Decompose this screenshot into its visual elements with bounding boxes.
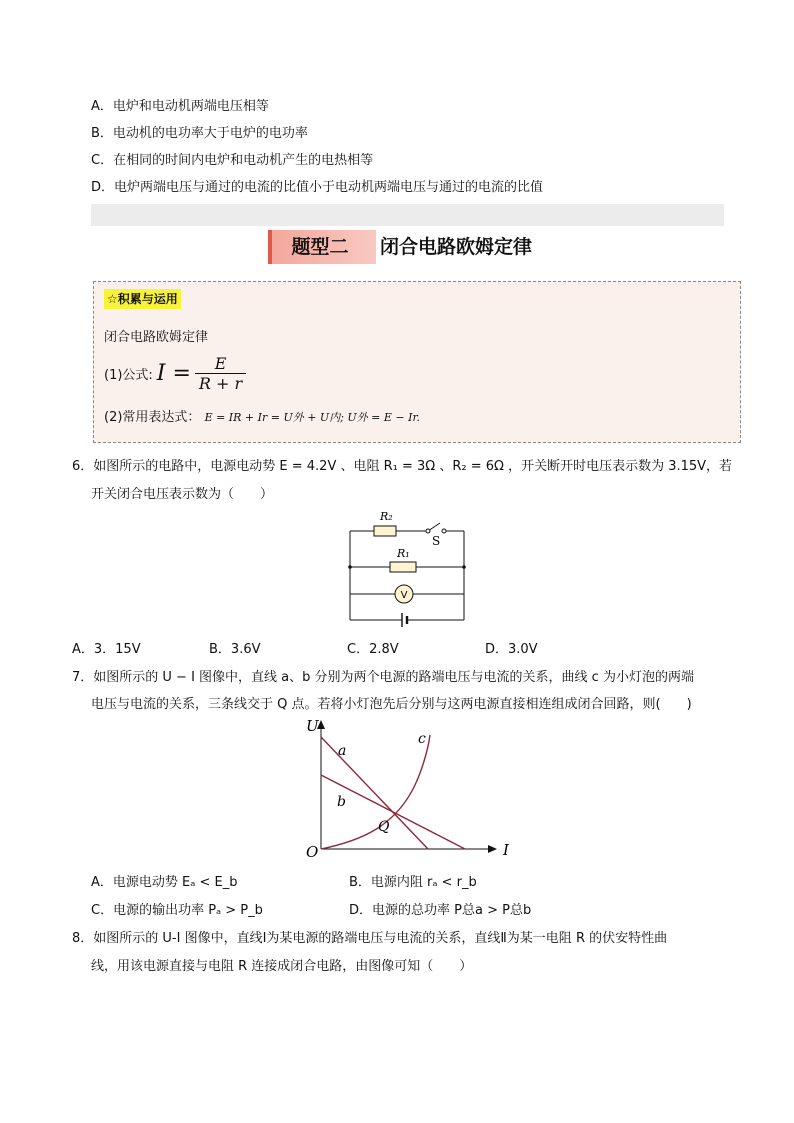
- q7-option-d: D．电源的总功率 P总a > P总b: [349, 903, 532, 918]
- q6-stem-line1: 6．如图所示的电路中，电源电动势 E = 4.2V 、电阻 R₁ = 3Ω 、R₂ = 6Ω ，开关断开时电压表示数为 3.15V，若: [72, 459, 733, 474]
- r2-label: R₂: [380, 510, 393, 523]
- formula-denominator: R + r: [198, 373, 243, 393]
- r1-resistor: [390, 562, 416, 572]
- expression-row: [104, 406, 420, 425]
- q5-option-a: A．电炉和电动机两端电压相等: [91, 99, 269, 114]
- q6-circuit-diagram: [340, 505, 480, 630]
- formula-numerator: E: [195, 354, 246, 374]
- expression-prefix: (2)常用表达式：: [104, 410, 201, 425]
- r2-resistor: [374, 526, 396, 536]
- point-q-label: Q: [378, 819, 390, 835]
- q8-stem-line1: 8．如图所示的 U-I 图像中，直线Ⅰ为某电源的路端电压与电流的关系，直线Ⅱ为某一电阻 R 的伏安特性曲: [72, 931, 668, 946]
- r1-label: R₁: [397, 547, 410, 560]
- formula-lhs: I =: [156, 360, 191, 386]
- section-divider-band: [91, 204, 724, 226]
- q7-ui-graph: [300, 715, 520, 865]
- q6-option-b: B．3.6V: [209, 642, 261, 657]
- knowledge-heading: 闭合电路欧姆定律: [104, 330, 209, 345]
- q5-option-d: D．电炉两端电压与通过的电流的比值小于电动机两端电压与通过的电流的比值: [91, 180, 544, 195]
- star-icon: ☆: [107, 292, 118, 306]
- q6-option-a: A．3．15V: [72, 642, 141, 657]
- origin-label: O: [306, 843, 319, 861]
- y-axis-label: U: [306, 717, 319, 735]
- line-b: [321, 775, 465, 849]
- q8-stem-line2: 线，用该电源直接与电阻 R 连接成闭合电路，由图像可知（ ）: [91, 959, 473, 974]
- line-a-label: a: [338, 743, 347, 759]
- q5-option-b: B．电动机的电功率大于电炉的电功率: [91, 126, 308, 141]
- voltmeter-label: V: [400, 590, 408, 601]
- q6-option-c: C．2.8V: [347, 642, 399, 657]
- switch-label: S: [432, 534, 441, 548]
- formula-fraction: [195, 354, 246, 393]
- q5-option-c: C．在相同的时间内电炉和电动机产生的电热相等: [91, 153, 374, 168]
- junction-dot-left: [348, 565, 352, 569]
- line-b-label: b: [337, 794, 346, 810]
- curve-c-label: c: [418, 731, 426, 747]
- q6-stem-line2: 开关闭合电压表示数为（ ）: [91, 487, 274, 502]
- switch-contact-left: [426, 529, 430, 533]
- q6-option-d: D．3.0V: [485, 642, 538, 657]
- q7-option-c: C．电源的输出功率 Pₐ > P_b: [91, 903, 263, 918]
- section-label: 题型二: [291, 236, 349, 258]
- knowledge-tag: ☆积累与运用: [104, 289, 181, 309]
- junction-dot-right: [462, 565, 466, 569]
- q7-option-b: B．电源内阻 rₐ < r_b: [349, 875, 477, 890]
- section-title: 闭合电路欧姆定律: [380, 236, 533, 258]
- formula-prefix: (1)公式:: [104, 367, 153, 383]
- formula-row: [104, 352, 246, 394]
- expression-formula: E = IR + Ir = U外 + U内; U外 = E − Ir.: [204, 411, 421, 424]
- x-axis-label: I: [503, 841, 509, 859]
- q7-stem-line1: 7．如图所示的 U − I 图像中，直线 a、b 分别为两个电源的路端电压与电流的关系，曲线 c 为小灯泡的两端: [72, 670, 694, 685]
- q7-stem-line2: 电压与电流的关系，三条线交于 Q 点。若将小灯泡先后分别与这两电源直接相连组成闭合回路，则( ): [91, 697, 692, 712]
- x-axis-arrow: [488, 845, 497, 853]
- q7-option-a: A．电源电动势 Eₐ < E_b: [91, 875, 238, 890]
- switch-contact-right: [442, 529, 446, 533]
